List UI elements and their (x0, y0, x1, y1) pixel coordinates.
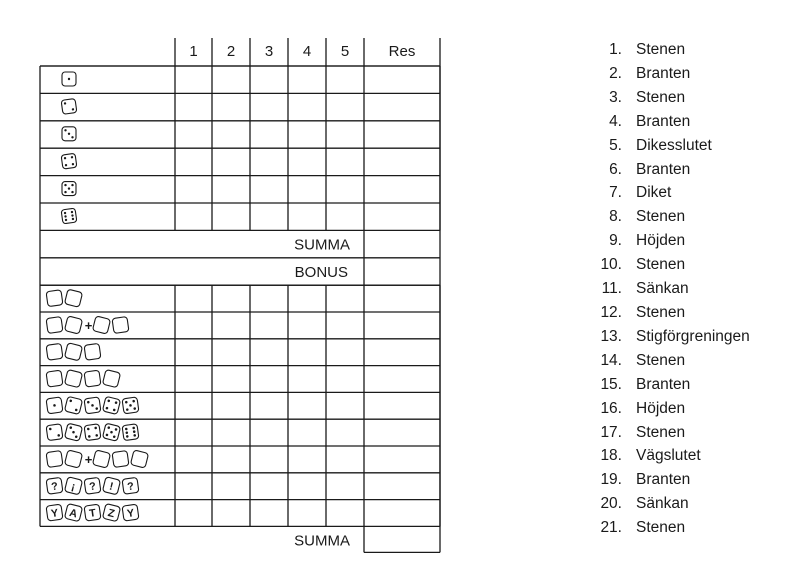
score-grid (40, 38, 440, 552)
four-of-a-kind-icon (46, 370, 121, 388)
die-face-1-icon (62, 72, 76, 86)
control-point-name: Branten (636, 64, 691, 82)
die-icon (64, 289, 82, 307)
control-point-name: Sänkan (636, 495, 689, 513)
die-icon (62, 127, 76, 141)
die-icon (46, 343, 63, 360)
die-icon (46, 424, 63, 441)
die-icon (102, 396, 120, 414)
control-point-number: 11. (601, 280, 622, 298)
control-point-number: 2. (609, 64, 622, 82)
control-point-name: Branten (636, 160, 691, 178)
die-icon (130, 450, 148, 468)
control-point-name: Sänkan (636, 280, 689, 298)
die-icon (46, 397, 63, 414)
control-point-name: Branten (636, 375, 691, 393)
die-icon (46, 504, 63, 521)
control-point-number: 13. (600, 327, 622, 345)
column-header-5: 5 (340, 43, 350, 60)
control-point-number: 16. (600, 399, 622, 417)
column-header-4: 4 (302, 43, 312, 60)
total-sum-label: SUMMA (294, 532, 350, 550)
die-icon (62, 72, 76, 86)
control-point-item (580, 325, 790, 349)
control-point-item (580, 181, 790, 205)
svg-text:+: + (84, 318, 93, 333)
two-pairs-icon (46, 316, 129, 334)
control-point-name: Stenen (636, 303, 686, 321)
die-icon (84, 397, 101, 414)
die-icon (61, 153, 77, 169)
one-pair-icon (46, 289, 83, 307)
yatzy-icon (46, 504, 139, 522)
column-header-3: 3 (264, 43, 274, 60)
svg-text:!: ! (108, 480, 115, 494)
control-point-item (580, 349, 790, 373)
control-point-item (580, 301, 790, 325)
control-point-number: 1. (609, 41, 622, 58)
die-icon (64, 343, 82, 361)
control-point-name: Höjden (636, 232, 686, 250)
die-icon (46, 370, 63, 387)
svg-text:Z: Z (106, 506, 116, 521)
control-point-name: Stenen (636, 256, 686, 274)
control-point-item (580, 158, 790, 182)
die-icon (46, 477, 63, 494)
control-point-name: Vägslutet (636, 447, 701, 465)
svg-text:A: A (68, 506, 79, 521)
die-icon (64, 423, 82, 441)
control-point-name: Diket (636, 184, 672, 202)
die-icon (84, 370, 101, 387)
die-icon (92, 316, 110, 334)
die-icon (84, 343, 101, 360)
control-point-number: 18. (600, 447, 622, 465)
control-point-number: 10. (600, 256, 622, 274)
die-icon (62, 182, 76, 196)
control-point-number: 14. (600, 351, 622, 369)
full-house-icon (46, 450, 149, 468)
die-icon (46, 451, 63, 468)
die-face-5-icon (62, 182, 76, 196)
large-straight-icon (46, 423, 139, 441)
die-icon (102, 477, 120, 495)
upper-sum-label: SUMMA (294, 236, 350, 254)
control-point-number: 17. (600, 423, 622, 441)
die-icon (84, 477, 101, 494)
die-icon (84, 504, 101, 521)
die-face-4-icon (61, 153, 77, 169)
svg-text:¡: ¡ (70, 480, 77, 494)
die-icon (46, 290, 63, 307)
column-header-1: 1 (189, 43, 198, 60)
svg-text:?: ? (88, 480, 97, 494)
svg-text:Y: Y (50, 507, 60, 521)
die-icon (122, 397, 139, 414)
die-icon (84, 424, 101, 441)
control-point-item (580, 373, 790, 397)
control-point-item (580, 516, 790, 540)
svg-text:?: ? (126, 480, 135, 494)
svg-text:+: + (84, 452, 93, 467)
control-point-number: 8. (609, 208, 622, 226)
die-icon (92, 450, 110, 468)
small-straight-icon (46, 396, 139, 414)
die-face-6-icon (61, 208, 77, 224)
die-icon (122, 424, 139, 441)
die-icon (122, 504, 139, 521)
die-face-3-icon (62, 127, 76, 141)
die-icon (102, 504, 120, 522)
svg-text:Y: Y (126, 507, 136, 521)
control-point-name: Stenen (636, 88, 686, 106)
control-point-item (580, 62, 790, 86)
control-point-item (580, 253, 790, 277)
control-point-item (580, 205, 790, 229)
control-point-item (580, 492, 790, 516)
die-icon (64, 477, 82, 495)
svg-text:T: T (88, 507, 97, 521)
control-point-item (580, 421, 790, 445)
die-icon (112, 317, 129, 334)
control-point-number: 12. (600, 303, 622, 321)
control-point-item (580, 277, 790, 301)
control-point-name: Stenen (636, 519, 686, 537)
control-point-item (580, 229, 790, 253)
control-point-number: 9. (609, 232, 622, 250)
control-point-item (580, 397, 790, 421)
die-icon (64, 396, 82, 414)
control-point-name: Stenen (636, 41, 686, 58)
control-point-list (580, 38, 790, 540)
control-point-item (580, 110, 790, 134)
die-face-2-icon (61, 98, 77, 114)
control-point-name: Branten (636, 112, 691, 130)
die-icon (61, 208, 77, 224)
control-point-number: 4. (609, 112, 622, 130)
control-point-name: Stenen (636, 423, 686, 441)
control-point-item (580, 444, 790, 468)
chance-icon (46, 477, 139, 495)
column-header-2: 2 (226, 43, 236, 60)
control-point-name: Stenen (636, 351, 686, 369)
die-icon (64, 370, 82, 388)
control-point-item (580, 468, 790, 492)
control-point-name: Höjden (636, 399, 686, 417)
control-point-number: 7. (609, 184, 622, 202)
control-point-name: Stigförgreningen (636, 327, 750, 345)
die-icon (64, 316, 82, 334)
control-point-name: Branten (636, 471, 691, 489)
control-point-number: 19. (600, 471, 622, 489)
die-icon (112, 451, 129, 468)
control-point-number: 6. (609, 160, 622, 178)
svg-text:?: ? (50, 480, 59, 494)
control-point-item (580, 134, 790, 158)
die-icon (102, 370, 120, 388)
control-point-number: 5. (609, 136, 622, 154)
die-icon (122, 477, 139, 494)
bonus-label: BONUS (294, 263, 348, 281)
control-point-number: 3. (609, 88, 622, 106)
die-icon (102, 423, 120, 441)
die-icon (64, 450, 82, 468)
control-point-number: 21. (600, 519, 622, 537)
die-icon (61, 98, 77, 114)
column-header-result: Res (388, 43, 416, 60)
control-point-number: 20. (600, 495, 622, 513)
three-of-a-kind-icon (46, 343, 101, 361)
control-point-number: 15. (600, 375, 622, 393)
die-icon (64, 504, 82, 522)
control-point-item (580, 86, 790, 110)
control-point-item (580, 38, 790, 62)
control-point-name: Dikesslutet (636, 136, 712, 154)
die-icon (46, 317, 63, 334)
control-point-name: Stenen (636, 208, 686, 226)
